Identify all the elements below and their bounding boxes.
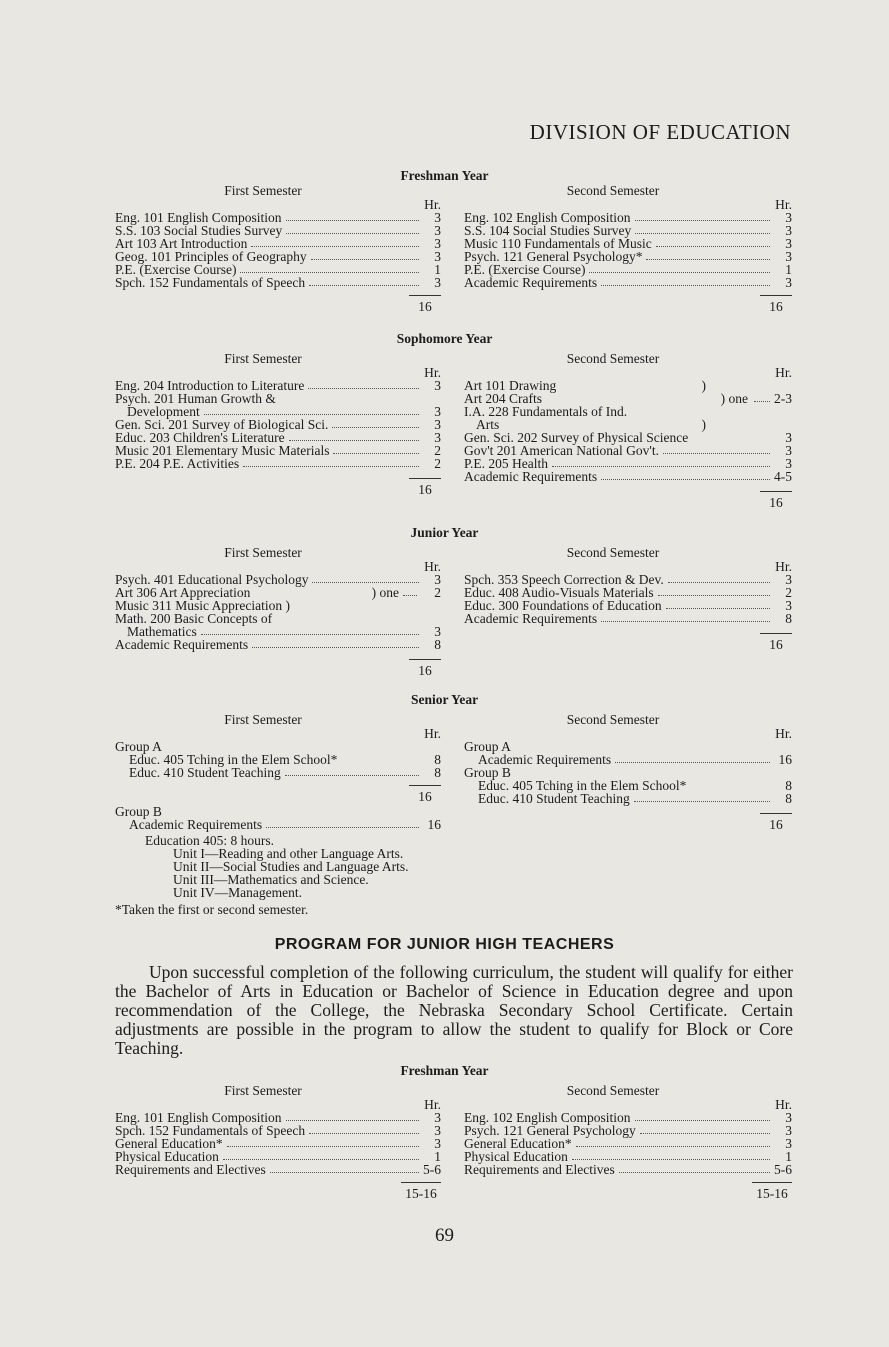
course-row: Gen. Sci. 202 Survey of Physical Science 3 [464,430,792,445]
course-row: Gen. Sci. 201 Survey of Biological Sci. 3 [115,417,441,432]
hours-label: Hr. [424,726,441,741]
group-label: Group A [464,739,511,754]
semester-label: First Semester [224,712,302,727]
course-row: P.E. 205 Health 3 [464,456,792,471]
semester-label: Second Semester [566,1083,660,1098]
junior-year-title: Junior Year [410,525,479,540]
semester-total: 16 [409,659,441,677]
semester-total: 16 [409,295,441,313]
footnote: *Taken the first or second semester. [115,902,309,917]
page-number: 69 [435,1225,454,1246]
hours-label: Hr. [775,365,792,380]
senior-second-semester [464,713,792,831]
semester-total: 16 [760,295,792,313]
course-row: Music 110 Fundamentals of Music 3 [464,236,792,251]
course-row: Spch. 152 Fundamentals of Speech 3 [115,275,441,290]
course-row: Music 201 Elementary Music Materials 2 [115,443,441,458]
sophomore-year-title: Sophomore Year [396,331,493,346]
course-row: Eng. 101 English Composition 3 [115,210,441,225]
semester-total: 15-16 [752,1182,792,1200]
semester-label: Second Semester [566,351,660,366]
course-row: P.E. (Exercise Course) 1 [464,262,792,277]
semester-label: Second Semester [566,545,660,560]
division-title: DIVISION OF EDUCATION [529,120,791,144]
hours-label: Hr. [424,1097,441,1112]
jh-first-semester [115,1084,441,1200]
course-row: Development 3 [127,404,441,419]
semester-label: Second Semester [566,712,660,727]
course-row: Art 103 Art Introduction 3 [115,236,441,251]
group-label: Group A [115,739,162,754]
education-405-note: Education 405: 8 hours. [145,833,274,848]
senior-year-title: Senior Year [410,692,479,707]
course-row: Eng. 204 Introduction to Literature 3 [115,378,441,393]
course-row: Math. 200 Basic Concepts of [115,611,273,626]
senior-first-semester [115,713,441,831]
course-row: Psych. 121 General Psychology 3 [464,1123,792,1138]
jh-second-semester [464,1084,792,1200]
group-label: Group B [464,765,511,780]
course-row: Gov't 201 American National Gov't. 3 [464,443,792,458]
program-heading: PROGRAM FOR JUNIOR HIGH TEACHERS [274,936,615,953]
hours-label: Hr. [775,559,792,574]
course-row: Educ. 408 Audio-Visuals Materials 2 [464,585,792,600]
hours-label: Hr. [424,365,441,380]
course-row: Academic Requirements 3 [464,275,792,290]
semester-total: 16 [760,813,792,831]
hours-label: Hr. [775,197,792,212]
course-row: Educ. 405 Tching in the Elem School* 8 [129,752,441,767]
junior-first-semester [115,546,441,677]
semester-total: 16 [760,491,792,509]
course-row: Music 311 Music Appreciation ) [115,598,290,613]
course-row: Spch. 152 Fundamentals of Speech 3 [115,1123,441,1138]
course-row: Educ. 410 Student Teaching 8 [478,791,792,806]
semester-total: 16 [409,478,441,496]
course-row: Educ. 203 Children's Literature 3 [115,430,441,445]
course-row: Educ. 300 Foundations of Education 3 [464,598,792,613]
course-row: General Education* 3 [464,1136,792,1151]
course-row: Art 306 Art Appreciation ) one 2 [115,585,441,600]
course-row: Educ. 410 Student Teaching 8 [129,765,441,780]
jh-freshman-year-title: Freshman Year [400,1063,489,1078]
course-row: Academic Requirements 16 [478,752,792,767]
program-description: Upon successful completion of the following curriculum, the student will qualify for either the Bachelor of Arts in Education or Bachelor of Science in Education degree and upon recommendation of the College, the Nebraska Secondary School Certificate. Certain adjustments are possible in the program to allow the student to qualify for Block or Core Teaching. [115,962,793,1058]
course-row: Requirements and Electives 5-6 [115,1162,441,1177]
hours-label: Hr. [775,726,792,741]
semester-total: 16 [760,633,792,651]
unit-note: Unit IV—Management. [173,885,302,900]
semester-label: First Semester [224,1083,302,1098]
course-row: Academic Requirements 8 [464,611,792,626]
junior-second-semester [464,546,792,651]
group-label: Group B [115,804,162,819]
unit-note: Unit II—Social Studies and Language Arts. [173,859,409,874]
course-row: Academic Requirements 8 [115,637,441,652]
semester-total: 15-16 [401,1182,441,1200]
course-row: P.E. (Exercise Course) 1 [115,262,441,277]
course-row: Spch. 353 Speech Correction & Dev. 3 [464,572,792,587]
course-row: Eng. 102 English Composition 3 [464,1110,792,1125]
semester-label: First Semester [224,545,302,560]
sophomore-first-semester [115,352,441,496]
course-row: S.S. 104 Social Studies Survey 3 [464,223,792,238]
semester-label: First Semester [224,183,302,198]
course-row: I.A. 228 Fundamentals of Ind. [464,404,628,419]
group-subtotal: 16 [409,785,441,803]
freshman-year-title: Freshman Year [400,168,489,183]
hours-label: Hr. [775,1097,792,1112]
course-row: Psych. 201 Human Growth & [115,391,276,406]
course-row: Academic Requirements 16 [129,817,441,832]
course-row: Geog. 101 Principles of Geography 3 [115,249,441,264]
course-row: General Education* 3 [115,1136,441,1151]
course-row: Requirements and Electives 5-6 [464,1162,792,1177]
course-row: S.S. 103 Social Studies Survey 3 [115,223,441,238]
unit-note: Unit III—Mathematics and Science. [173,872,369,887]
hours-label: Hr. [424,559,441,574]
course-row: P.E. 204 P.E. Activities 2 [115,456,441,471]
course-row: Physical Education 1 [115,1149,441,1164]
course-row: Art 101 Drawing ) [464,378,706,393]
course-row: Educ. 405 Tching in the Elem School* 8 [478,778,792,793]
course-row: Psych. 121 General Psychology* 3 [464,249,792,264]
semester-label: First Semester [224,351,302,366]
course-row: Psych. 401 Educational Psychology 3 [115,572,441,587]
one-of-label: ) one [371,585,399,600]
course-row: Academic Requirements 4-5 [464,469,792,484]
hours-label: Hr. [424,197,441,212]
semester-label: Second Semester [566,183,660,198]
course-row: Physical Education 1 [464,1149,792,1164]
course-row: Mathematics 3 [127,624,441,639]
one-of-label: ) one [720,391,748,406]
course-row: Eng. 102 English Composition 3 [464,210,792,225]
freshman-second-semester [464,184,792,313]
course-row: Art 204 Crafts ) one 2-3 [464,391,792,406]
unit-note: Unit I—Reading and other Language Arts. [173,846,404,861]
freshman-first-semester [115,184,441,313]
course-row: Arts ) [476,417,706,432]
sophomore-second-semester [464,352,792,509]
course-row: Eng. 101 English Composition 3 [115,1110,441,1125]
